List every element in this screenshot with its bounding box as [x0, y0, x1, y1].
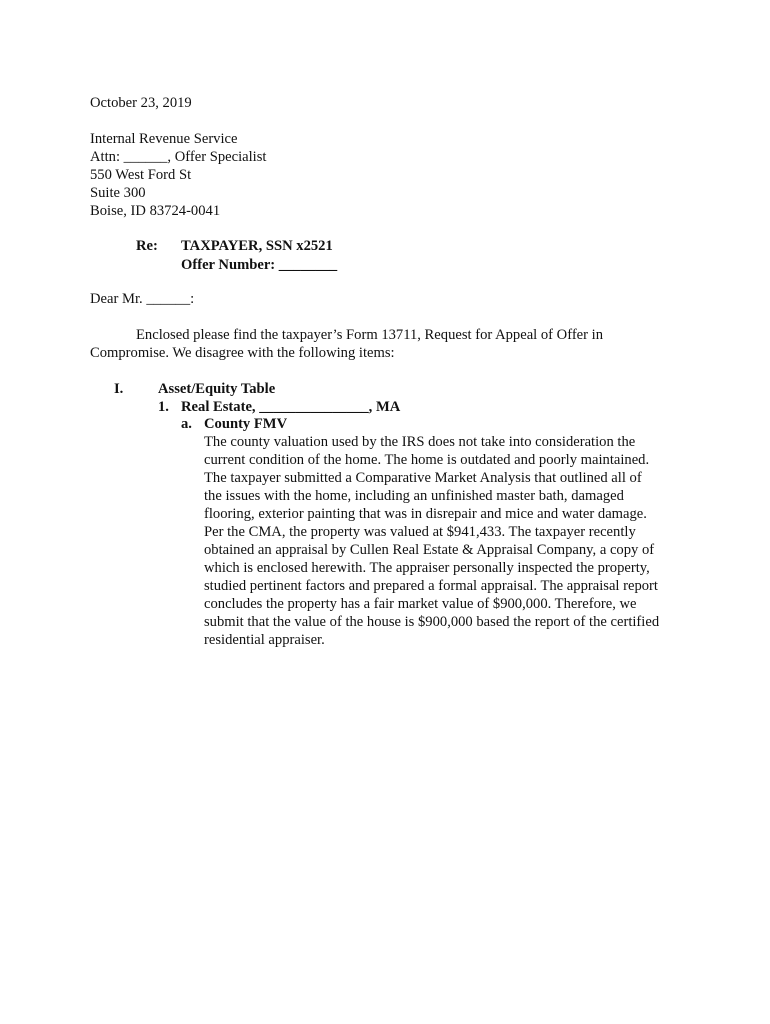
body-line: Per the CMA, the property was valued at $941,433. The taxpayer recently: [204, 524, 636, 540]
body-line: concludes the property has a fair market value of $900,000. Therefore, we: [204, 596, 637, 612]
body-line: the issues with the home, including an unfinished master bath, damaged: [204, 488, 624, 504]
intro-line: Compromise. We disagree with the following items:: [90, 345, 395, 361]
recipient-suite: Suite 300: [90, 185, 146, 201]
salutation: Dear Mr. ______:: [90, 291, 195, 307]
body-line: residential appraiser.: [204, 632, 325, 648]
recipient-street: 550 West Ford St: [90, 167, 192, 183]
re-label: Re:: [136, 238, 158, 254]
body-line: obtained an appraisal by Cullen Real Estate & Appraisal Company, a copy of: [204, 542, 655, 558]
body-line: The taxpayer submitted a Comparative Market Analysis that outlined all of: [204, 470, 642, 486]
body-line: studied pertinent factors and prepared a formal appraisal. The appraisal report: [204, 578, 658, 594]
re-taxpayer: TAXPAYER, SSN x2521: [181, 238, 333, 254]
re-offer-number: Offer Number: ________: [181, 257, 338, 273]
intro-line: Enclosed please find the taxpayer’s Form 13711, Request for Appeal of Offer in: [136, 327, 604, 343]
recipient-city: Boise, ID 83724-0041: [90, 203, 221, 219]
subitem-title: County FMV: [204, 416, 288, 432]
body-line: current condition of the home. The home is outdated and poorly maintained.: [204, 452, 650, 468]
recipient-name: Internal Revenue Service: [90, 131, 238, 147]
item-title: Real Estate, _______________, MA: [181, 399, 401, 415]
item-number: 1.: [158, 399, 169, 415]
body-line: submit that the value of the house is $900,000 based the report of the certified: [204, 614, 660, 630]
section-title: Asset/Equity Table: [158, 381, 276, 397]
recipient-attn: Attn: ______, Offer Specialist: [90, 149, 267, 165]
body-line: flooring, exterior painting that was in disrepair and mice and water damage.: [204, 506, 647, 522]
body-line: The county valuation used by the IRS does not take into consideration the: [204, 434, 636, 450]
subitem-letter: a.: [181, 416, 192, 432]
section-numeral: I.: [114, 381, 124, 397]
body-line: which is enclosed herewith. The appraiser personally inspected the property,: [204, 560, 650, 576]
letter-date: October 23, 2019: [90, 95, 192, 111]
